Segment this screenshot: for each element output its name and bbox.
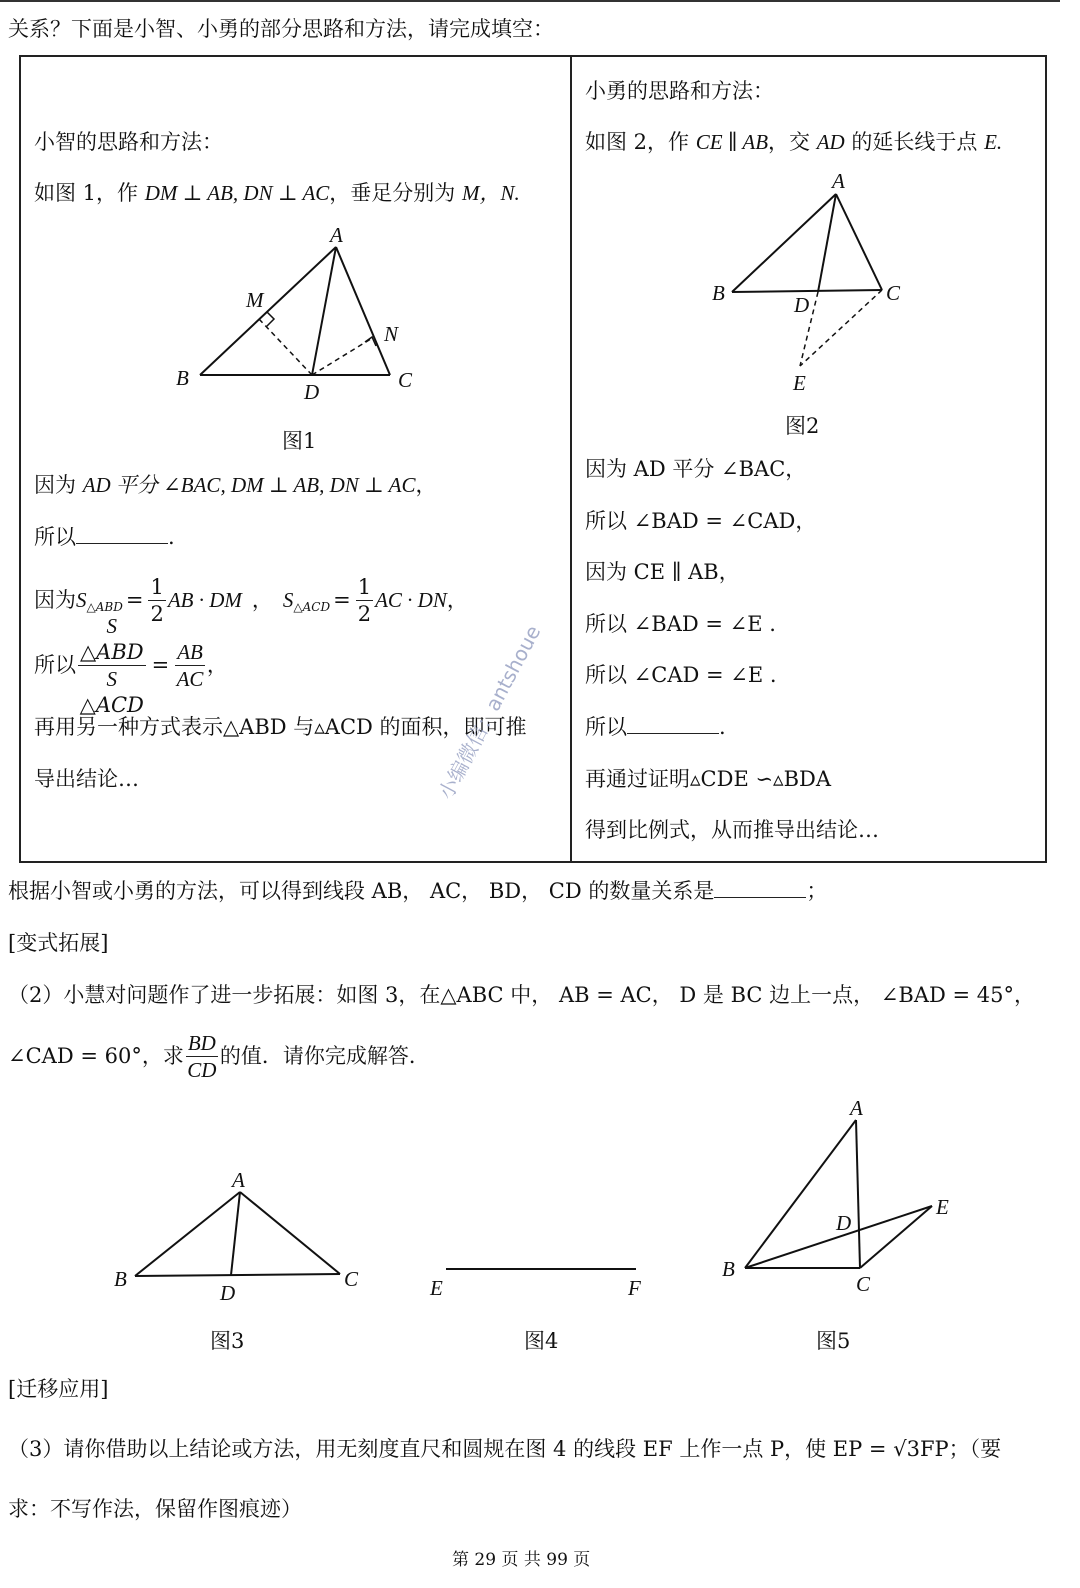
- left-line3: 因为 S △ABD = $\frac{1}{2}$ AB · DM ， S △ACD = $\frac{1}{2}$ AC · DN ，: [34, 574, 468, 626]
- right-line5: 所以 ∠CAD = ∠E .: [585, 663, 777, 687]
- fig1-label-B: B: [176, 366, 189, 390]
- right-line7: 再通过证明▵CDE ∽▵BDA: [585, 767, 832, 791]
- fig1-label-N: N: [384, 322, 399, 346]
- figure-2-caption: 图2: [785, 414, 820, 438]
- question-2-line1: （2）小慧对问题作了进一步拓展：如图 3，在△ABC 中， AB = AC， D 是 BC 边上一点， ∠BAD = 45°，: [8, 983, 1036, 1007]
- page-footer: 第 29 页 共 99 页: [452, 1550, 591, 1570]
- fig1-label-A: A: [330, 223, 343, 247]
- fig1-label-D: D: [304, 380, 320, 404]
- intro-text: 关系？下面是小智、小勇的部分思路和方法，请完成填空：: [8, 17, 554, 41]
- section-variant-title: [变式拓展]: [8, 931, 109, 955]
- section-transfer-title: [迁移应用]: [8, 1377, 109, 1401]
- fig2-label-C: C: [886, 281, 901, 305]
- left-line6: 导出结论…: [34, 767, 139, 791]
- fill-blank-1[interactable]: [76, 525, 168, 544]
- left-line2: 所以 .: [34, 525, 175, 549]
- figure-1-caption: 图1: [282, 429, 317, 453]
- right-line3: 因为 CE ∥ AB，: [585, 560, 740, 584]
- fig5-label-D: D: [836, 1211, 852, 1235]
- fig5-label-E: E: [936, 1195, 949, 1219]
- figure-4-diagram: [420, 1245, 660, 1305]
- fig5-label-C: C: [856, 1272, 871, 1296]
- right-line1: 因为 AD 平分 ∠BAC，: [585, 457, 807, 481]
- side-ratio-fraction: $\frac{AB}{AC}$: [176, 639, 204, 691]
- left-line4: 所以 S △ABD S △ACD = $\frac{AB}{AC}$ ，: [34, 613, 228, 717]
- fig2-label-D: D: [794, 293, 810, 317]
- figure-2-diagram: [700, 168, 920, 400]
- right-line6: 所以 .: [585, 715, 726, 739]
- right-heading: 小勇的思路和方法：: [585, 79, 774, 103]
- figure-3-diagram: [100, 1160, 380, 1310]
- figure-1-diagram: [160, 215, 440, 410]
- fig1-label-M: M: [246, 288, 264, 312]
- fig2-label-B: B: [712, 281, 725, 305]
- fig5-label-A: A: [850, 1096, 863, 1120]
- fill-blank-3[interactable]: [714, 879, 806, 898]
- watermark: 小编微信：antshoue: [433, 621, 546, 804]
- fig4-label-F: F: [628, 1276, 641, 1300]
- fig2-label-E: E: [793, 371, 806, 395]
- fig2-label-A: A: [832, 169, 845, 193]
- figure-4-caption: 图4: [524, 1329, 559, 1353]
- left-line5: 再用另一种方式表示△ABD 与▵ACD 的面积，即可推: [34, 715, 527, 739]
- fig3-label-C: C: [344, 1267, 359, 1291]
- fig4-label-E: E: [430, 1276, 443, 1300]
- figure-5-caption: 图5: [816, 1329, 851, 1353]
- bd-cd-fraction: $\frac{BD}{CD}$: [187, 1030, 217, 1082]
- one-half-fraction-2: $\frac{1}{2}$: [357, 574, 372, 626]
- fig3-label-D: D: [220, 1281, 236, 1305]
- fig5-label-B: B: [722, 1257, 735, 1281]
- fill-blank-2[interactable]: [627, 715, 719, 734]
- right-step1: 如图 2，作 CE ∥ AB，交 AD 的延长线于点 E.: [585, 130, 1003, 154]
- fig3-label-B: B: [114, 1267, 127, 1291]
- right-line8: 得到比例式，从而推导出结论…: [585, 818, 879, 842]
- area-ratio-fraction: S △ABD S △ACD: [79, 613, 144, 717]
- left-step1: 如图 1，作 DM ⊥ AB, DN ⊥ AC，垂足分别为 M，N.: [34, 181, 520, 205]
- fig1-label-C: C: [398, 368, 413, 392]
- conclusion-line: 根据小智或小勇的方法，可以得到线段 AB， AC， BD， CD 的数量关系是 ；: [8, 879, 828, 903]
- question-2-line2: ∠CAD = 60°，求 $\frac{BD}{CD}$ 的值．请你完成解答．: [8, 1030, 430, 1082]
- left-line1: 因为 AD 平分 ∠BAC, DM ⊥ AB, DN ⊥ AC，: [34, 473, 437, 497]
- top-rule: [0, 0, 1060, 2]
- left-heading: 小智的思路和方法：: [34, 130, 223, 154]
- question-3-line2: 求：不写作法，保留作图痕迹）: [8, 1497, 302, 1521]
- one-half-fraction-1: $\frac{1}{2}$: [150, 574, 164, 626]
- right-line2: 所以 ∠BAD = ∠CAD，: [585, 509, 817, 533]
- right-line4: 所以 ∠BAD = ∠E .: [585, 612, 776, 636]
- table-divider: [570, 55, 572, 863]
- figure-5-diagram: [700, 1090, 970, 1305]
- figure-3-caption: 图3: [210, 1329, 245, 1353]
- question-3-line1: （3）请你借助以上结论或方法，用无刻度直尺和圆规在图 4 的线段 EF 上作一点 P，使 EP = √3FP；（要: [8, 1437, 1002, 1461]
- fig3-label-A: A: [232, 1168, 245, 1192]
